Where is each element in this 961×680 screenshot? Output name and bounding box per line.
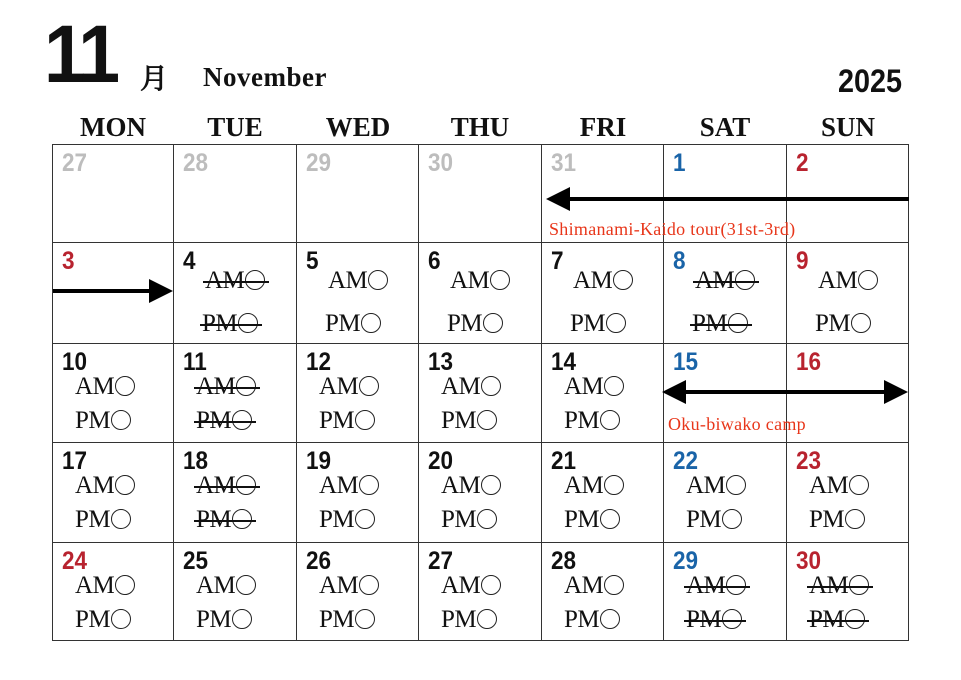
circle-mark-icon <box>858 270 878 290</box>
circle-mark-icon <box>477 609 497 629</box>
am-label: AM <box>319 472 359 499</box>
circle-mark-icon <box>236 376 256 396</box>
day-cell-wed[interactable] <box>296 144 419 243</box>
weekday-header-fri: FRI <box>579 112 627 142</box>
am-label: AM <box>809 472 849 499</box>
day-number: 12 <box>306 348 332 376</box>
day-cell-wed[interactable] <box>296 542 419 641</box>
am-slot[interactable] <box>564 473 624 499</box>
day-number: 25 <box>183 547 209 575</box>
am-slot[interactable] <box>564 374 624 400</box>
day-cell-tue[interactable] <box>173 343 297 443</box>
day-cell-fri[interactable] <box>541 442 664 543</box>
circle-mark-icon <box>111 509 131 529</box>
day-cell-wed[interactable] <box>296 343 419 443</box>
am-slot[interactable] <box>75 374 135 400</box>
am-label: AM <box>205 267 245 294</box>
am-slot[interactable] <box>695 268 755 294</box>
day-cell-tue[interactable] <box>173 144 297 243</box>
am-label: AM <box>319 373 359 400</box>
circle-mark-icon <box>483 313 503 333</box>
day-number: 16 <box>796 348 822 376</box>
circle-mark-icon <box>232 410 252 430</box>
pm-label: PM <box>815 310 851 337</box>
day-cell-sat[interactable] <box>663 442 787 543</box>
am-label: AM <box>809 572 849 599</box>
day-number: 27 <box>62 149 88 177</box>
month-kanji: 月 <box>140 62 169 95</box>
pm-slot[interactable] <box>564 607 620 633</box>
day-cell-sun[interactable] <box>786 442 909 543</box>
circle-mark-icon <box>481 376 501 396</box>
am-label: AM <box>75 373 115 400</box>
circle-mark-icon <box>115 575 135 595</box>
day-number: 14 <box>551 348 577 376</box>
day-number: 28 <box>183 149 209 177</box>
day-number: 11 <box>183 348 207 376</box>
am-slot[interactable] <box>441 473 501 499</box>
day-number: 27 <box>428 547 454 575</box>
pm-slot[interactable] <box>809 507 865 533</box>
circle-mark-icon <box>111 410 131 430</box>
circle-mark-icon <box>481 475 501 495</box>
month-number: 11 <box>44 9 117 100</box>
circle-mark-icon <box>849 575 869 595</box>
day-cell-mon[interactable] <box>52 242 174 344</box>
pm-slot[interactable] <box>319 507 375 533</box>
circle-mark-icon <box>606 313 626 333</box>
weekday-header-wed: WED <box>325 112 391 142</box>
am-label: AM <box>441 572 481 599</box>
am-slot[interactable] <box>196 573 256 599</box>
pm-slot[interactable] <box>441 408 497 434</box>
pm-label: PM <box>447 310 483 337</box>
circle-mark-icon <box>600 509 620 529</box>
am-label: AM <box>695 267 735 294</box>
day-cell-mon[interactable] <box>52 442 174 543</box>
circle-mark-icon <box>735 270 755 290</box>
circle-mark-icon <box>245 270 265 290</box>
event-note-shimanami: Shimanami-Kaido tour(31st-3rd) <box>549 219 796 239</box>
day-cell-thu[interactable] <box>418 442 542 543</box>
circle-mark-icon <box>115 376 135 396</box>
am-label: AM <box>564 472 604 499</box>
pm-slot[interactable] <box>202 311 258 337</box>
event-note-okubiwako: Oku-biwako camp <box>668 414 806 434</box>
pm-slot[interactable] <box>319 607 375 633</box>
circle-mark-icon <box>359 376 379 396</box>
pm-slot[interactable] <box>75 507 131 533</box>
am-slot[interactable] <box>75 473 135 499</box>
weekday-header-mon: MON <box>80 112 146 142</box>
pm-label: PM <box>319 506 355 533</box>
day-number: 28 <box>551 547 577 575</box>
circle-mark-icon <box>359 575 379 595</box>
pm-label: PM <box>196 506 232 533</box>
circle-mark-icon <box>722 509 742 529</box>
pm-slot[interactable] <box>447 311 503 337</box>
am-slot[interactable] <box>809 473 869 499</box>
am-label: AM <box>75 472 115 499</box>
pm-slot[interactable] <box>564 408 620 434</box>
pm-slot[interactable] <box>570 311 626 337</box>
weekday-header-tue: TUE <box>207 112 263 142</box>
am-label: AM <box>196 373 236 400</box>
pm-label: PM <box>75 407 111 434</box>
am-slot[interactable] <box>196 374 256 400</box>
pm-label: PM <box>692 310 728 337</box>
day-cell-mon[interactable] <box>52 144 174 243</box>
pm-label: PM <box>75 506 111 533</box>
day-cell-thu[interactable] <box>418 542 542 641</box>
day-cell-tue[interactable] <box>173 442 297 543</box>
pm-label: PM <box>809 506 845 533</box>
day-number: 17 <box>62 447 88 475</box>
am-slot[interactable] <box>809 573 869 599</box>
pm-slot[interactable] <box>815 311 871 337</box>
am-slot[interactable] <box>564 573 624 599</box>
day-cell-fri[interactable] <box>541 542 664 641</box>
am-label: AM <box>441 373 481 400</box>
circle-mark-icon <box>236 575 256 595</box>
pm-label: PM <box>686 606 722 633</box>
day-cell-thu[interactable] <box>418 242 542 344</box>
day-cell-sat[interactable] <box>663 242 787 344</box>
pm-label: PM <box>319 606 355 633</box>
circle-mark-icon <box>845 609 865 629</box>
day-cell-thu[interactable] <box>418 343 542 443</box>
circle-mark-icon <box>604 376 624 396</box>
pm-label: PM <box>441 606 477 633</box>
pm-label: PM <box>564 407 600 434</box>
pm-label: PM <box>564 506 600 533</box>
day-number: 18 <box>183 447 209 475</box>
am-label: AM <box>818 267 858 294</box>
pm-label: PM <box>319 407 355 434</box>
am-slot[interactable] <box>441 374 501 400</box>
circle-mark-icon <box>238 313 258 333</box>
pm-slot[interactable] <box>564 507 620 533</box>
day-number: 4 <box>183 247 196 275</box>
circle-mark-icon <box>232 609 252 629</box>
day-number: 26 <box>306 547 332 575</box>
am-slot[interactable] <box>319 573 379 599</box>
day-cell-mon[interactable] <box>52 343 174 443</box>
circle-mark-icon <box>236 475 256 495</box>
circle-mark-icon <box>600 410 620 430</box>
am-label: AM <box>564 373 604 400</box>
pm-label: PM <box>325 310 361 337</box>
day-number: 15 <box>673 348 699 376</box>
day-number: 2 <box>796 149 809 177</box>
pm-slot[interactable] <box>196 408 252 434</box>
circle-mark-icon <box>728 313 748 333</box>
pm-label: PM <box>196 606 232 633</box>
pm-label: PM <box>441 506 477 533</box>
pm-label: PM <box>441 407 477 434</box>
am-label: AM <box>573 267 613 294</box>
day-number: 8 <box>673 247 686 275</box>
day-number: 29 <box>673 547 699 575</box>
circle-mark-icon <box>359 475 379 495</box>
day-cell-sun[interactable] <box>786 242 909 344</box>
am-slot[interactable] <box>573 268 633 294</box>
day-number: 21 <box>551 447 577 475</box>
circle-mark-icon <box>600 609 620 629</box>
am-slot[interactable] <box>205 268 265 294</box>
day-cell-fri[interactable] <box>541 242 664 344</box>
weekday-header-sun: SUN <box>820 112 875 142</box>
am-label: AM <box>75 572 115 599</box>
pm-slot[interactable] <box>441 507 497 533</box>
am-slot[interactable] <box>319 473 379 499</box>
am-label: AM <box>686 472 726 499</box>
weekday-header-thu: THU <box>450 112 510 142</box>
day-cell-wed[interactable] <box>296 442 419 543</box>
day-number: 13 <box>428 348 454 376</box>
circle-mark-icon <box>845 509 865 529</box>
am-slot[interactable] <box>196 473 256 499</box>
am-label: AM <box>441 472 481 499</box>
day-number: 1 <box>673 149 686 177</box>
circle-mark-icon <box>481 575 501 595</box>
circle-mark-icon <box>368 270 388 290</box>
am-label: AM <box>328 267 368 294</box>
day-number: 22 <box>673 447 699 475</box>
pm-slot[interactable] <box>686 507 742 533</box>
am-slot[interactable] <box>328 268 388 294</box>
am-slot[interactable] <box>686 573 746 599</box>
circle-mark-icon <box>477 410 497 430</box>
pm-label: PM <box>570 310 606 337</box>
pm-label: PM <box>75 606 111 633</box>
month-name: November <box>203 62 327 92</box>
pm-label: PM <box>564 606 600 633</box>
day-number: 24 <box>62 547 88 575</box>
day-cell-sun[interactable] <box>786 144 909 243</box>
day-number: 6 <box>428 247 441 275</box>
am-slot[interactable] <box>818 268 878 294</box>
circle-mark-icon <box>477 509 497 529</box>
am-slot[interactable] <box>450 268 510 294</box>
am-slot[interactable] <box>75 573 135 599</box>
am-label: AM <box>319 572 359 599</box>
day-number: 20 <box>428 447 454 475</box>
pm-label: PM <box>686 506 722 533</box>
day-number: 19 <box>306 447 332 475</box>
circle-mark-icon <box>722 609 742 629</box>
day-number: 23 <box>796 447 822 475</box>
circle-mark-icon <box>604 575 624 595</box>
pm-slot[interactable] <box>809 607 865 633</box>
am-label: AM <box>564 572 604 599</box>
pm-slot[interactable] <box>441 607 497 633</box>
day-cell-mon[interactable] <box>52 542 174 641</box>
pm-slot[interactable] <box>325 311 381 337</box>
day-cell-tue[interactable] <box>173 242 297 344</box>
circle-mark-icon <box>849 475 869 495</box>
pm-slot[interactable] <box>686 607 742 633</box>
pm-slot[interactable] <box>75 607 131 633</box>
day-cell-wed[interactable] <box>296 242 419 344</box>
am-label: AM <box>196 472 236 499</box>
circle-mark-icon <box>851 313 871 333</box>
day-number: 7 <box>551 247 564 275</box>
pm-slot[interactable] <box>196 607 252 633</box>
day-number: 5 <box>306 247 319 275</box>
am-slot[interactable] <box>319 374 379 400</box>
pm-label: PM <box>809 606 845 633</box>
am-slot[interactable] <box>441 573 501 599</box>
circle-mark-icon <box>115 475 135 495</box>
day-number: 29 <box>306 149 332 177</box>
day-cell-tue[interactable] <box>173 542 297 641</box>
circle-mark-icon <box>355 609 375 629</box>
day-number: 10 <box>62 348 88 376</box>
year: 2025 <box>838 63 903 99</box>
circle-mark-icon <box>726 575 746 595</box>
day-number: 30 <box>428 149 454 177</box>
circle-mark-icon <box>604 475 624 495</box>
pm-slot[interactable] <box>692 311 748 337</box>
am-label: AM <box>450 267 490 294</box>
am-slot[interactable] <box>686 473 746 499</box>
circle-mark-icon <box>355 509 375 529</box>
pm-slot[interactable] <box>75 408 131 434</box>
circle-mark-icon <box>355 410 375 430</box>
circle-mark-icon <box>232 509 252 529</box>
day-cell-sun[interactable] <box>786 542 909 641</box>
day-number: 9 <box>796 247 809 275</box>
pm-slot[interactable] <box>196 507 252 533</box>
circle-mark-icon <box>490 270 510 290</box>
day-number: 30 <box>796 547 822 575</box>
day-number: 31 <box>551 149 577 177</box>
am-label: AM <box>686 572 726 599</box>
pm-label: PM <box>202 310 238 337</box>
circle-mark-icon <box>361 313 381 333</box>
pm-label: PM <box>196 407 232 434</box>
am-label: AM <box>196 572 236 599</box>
pm-slot[interactable] <box>319 408 375 434</box>
day-cell-thu[interactable] <box>418 144 542 243</box>
circle-mark-icon <box>111 609 131 629</box>
weekday-header-sat: SAT <box>699 112 751 142</box>
day-cell-fri[interactable] <box>541 343 664 443</box>
day-cell-sat[interactable] <box>663 542 787 641</box>
day-number: 3 <box>62 247 75 275</box>
circle-mark-icon <box>726 475 746 495</box>
circle-mark-icon <box>613 270 633 290</box>
